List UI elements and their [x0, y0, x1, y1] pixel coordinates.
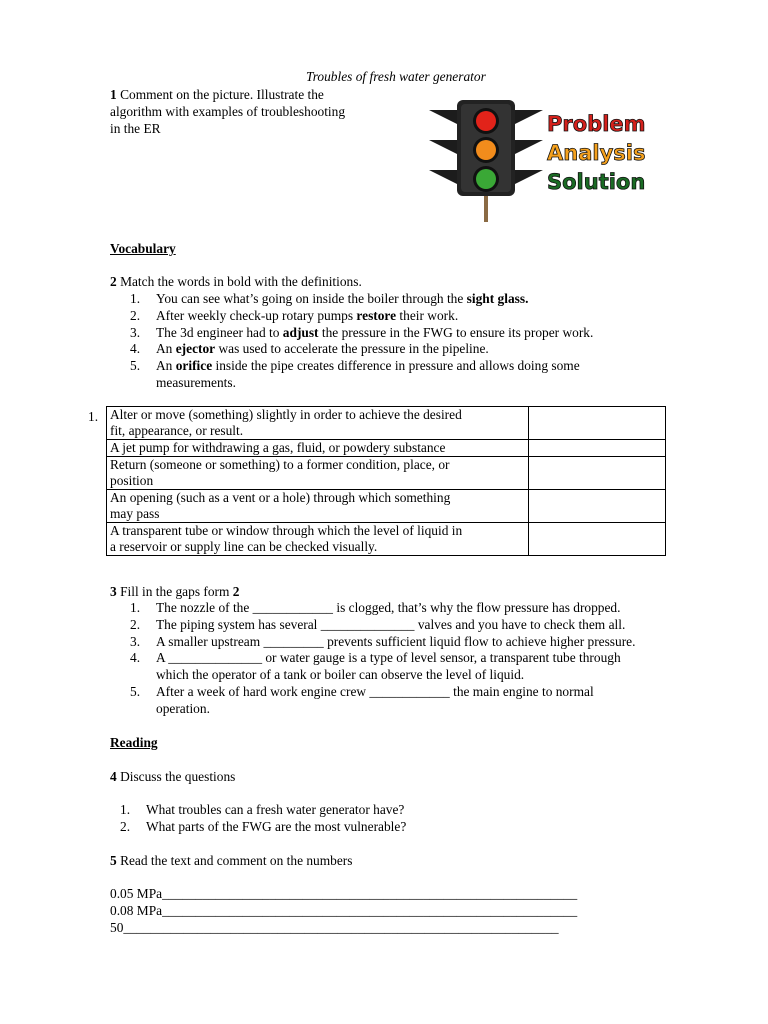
task2-item — [130, 341, 593, 358]
task3-item — [130, 600, 635, 617]
task3-instruction — [110, 584, 239, 600]
item-number: 5. — [130, 358, 141, 374]
definition-line: a reservoir or supply line can be checked visually. — [110, 539, 378, 554]
table-row — [107, 490, 666, 523]
definition-line: may pass — [110, 506, 160, 521]
logo-word-problem: Problem — [547, 112, 646, 136]
item-text: An — [156, 341, 176, 357]
green-light — [476, 169, 496, 189]
task5-answer-line-1[interactable]: 0.05 MPa______________________________________________________________ — [110, 886, 578, 901]
item-number: 4. — [130, 650, 141, 666]
task3-item — [130, 684, 635, 718]
item-number: 3. — [130, 324, 141, 340]
definition-line: Alter or move (something) slightly in order to achieve the desired — [110, 407, 462, 422]
task4-list — [120, 802, 406, 836]
task2-item — [130, 291, 593, 308]
task3-item — [130, 634, 635, 651]
document-title: Troubles of fresh water generator — [306, 69, 486, 84]
task2-number: 2 — [110, 274, 117, 289]
table-row — [107, 523, 666, 556]
task4-number: 4 — [110, 769, 117, 784]
answer-cell[interactable] — [529, 523, 666, 556]
item-text: What troubles can a fresh water generator have? — [146, 802, 405, 817]
item-number: 1. — [130, 291, 141, 306]
bold-term: sight glass. — [466, 291, 529, 306]
item-text: After a week of hard work engine crew ____________ the main engine to normal — [156, 683, 594, 699]
item-number: 1. — [120, 802, 131, 817]
definition-line: Return (someone or something) to a former condition, place, or — [110, 457, 450, 472]
task3-item — [130, 617, 635, 634]
item-text: What parts of the FWG are the most vulnerable? — [146, 818, 407, 834]
item-number: 2. — [130, 307, 141, 323]
definition-line: An opening (such as a vent or a hole) through which something — [110, 490, 451, 505]
table-row — [107, 457, 666, 490]
reading-heading: Reading — [110, 735, 158, 750]
item-text: their work. — [396, 307, 459, 323]
task3-ref: 2 — [232, 584, 240, 599]
bold-term: restore — [356, 307, 397, 323]
task5-instruction — [110, 853, 352, 869]
task3-item — [130, 650, 635, 684]
item-text: was used to accelerate the pressure in the pipeline. — [215, 341, 489, 357]
task1-number: 1 — [110, 87, 117, 102]
item-text: the pressure in the FWG to ensure its proper work. — [318, 324, 594, 340]
task4-item — [120, 819, 406, 836]
definition-cell — [107, 523, 529, 556]
task2-instruction — [110, 274, 362, 290]
task1-line1 — [110, 87, 324, 103]
red-light — [476, 111, 496, 131]
task5-text: Read the text and comment on the numbers — [120, 853, 353, 868]
bold-term: adjust — [282, 324, 319, 340]
task2-item — [130, 358, 593, 375]
orange-light — [476, 140, 496, 160]
logo-word-solution: Solution — [547, 170, 646, 194]
definition-line: position — [110, 473, 154, 488]
bold-term: orifice — [175, 358, 213, 374]
task5-answer-line-2[interactable]: 0.08 MPa______________________________________________________________ — [110, 903, 578, 918]
task5-answer-line-3[interactable]: 50_________________________________________________________________ — [110, 920, 559, 935]
vocabulary-heading: Vocabulary — [110, 241, 176, 256]
item-text: inside the pipe creates difference in pressure and allows doing some — [212, 358, 580, 374]
item-text: operation. — [156, 700, 210, 716]
item-text: The 3d engineer had to — [156, 324, 283, 340]
item-number: 2. — [120, 818, 131, 834]
item-text: The nozzle of the ____________ is clogged, that’s why the flow pressure has dropped. — [156, 600, 621, 615]
answer-cell[interactable] — [529, 457, 666, 490]
task5-number: 5 — [110, 853, 117, 868]
item-text: measurements. — [156, 374, 236, 390]
answer-cell[interactable] — [529, 490, 666, 523]
task4-instruction — [110, 769, 235, 785]
definition-cell — [107, 440, 529, 457]
table-row — [107, 407, 666, 440]
task4-text: Discuss the questions — [120, 769, 236, 784]
item-text: which the operator of a tank or boiler can observe the level of liquid. — [156, 667, 525, 683]
task4-item — [120, 802, 406, 819]
item-text: An — [156, 358, 176, 374]
item-number: 2. — [130, 616, 141, 632]
bold-term: ejector — [175, 341, 216, 357]
task1-text-1: Comment on the picture. Illustrate the — [120, 87, 324, 102]
task3-text: Fill in the gaps form — [120, 584, 233, 599]
task3-number: 3 — [110, 584, 117, 599]
item-text: A smaller upstream _________ prevents sufficient liquid flow to achieve higher pressure. — [156, 633, 636, 649]
table-number: 1. — [88, 409, 99, 424]
item-number: 1. — [130, 600, 141, 615]
task2-item — [130, 325, 593, 342]
task2-item-continuation — [130, 375, 593, 392]
answer-cell[interactable] — [529, 407, 666, 440]
task1-line3: in the ER — [110, 121, 161, 136]
task2-list — [130, 291, 593, 392]
problem-analysis-solution-logo — [413, 96, 713, 224]
task2-text: Match the words in bold with the definitions. — [120, 274, 362, 289]
traffic-light-icon — [413, 96, 713, 224]
task1-line2: algorithm with examples of troubleshooting — [110, 104, 346, 119]
logo-word-analysis: Analysis — [547, 141, 646, 165]
task3-list — [130, 600, 635, 718]
definition-cell — [107, 407, 529, 440]
item-text: The piping system has several ______________ valves and you have to check them all. — [156, 616, 626, 632]
item-text: You can see what’s going on inside the boiler through the — [156, 291, 467, 306]
item-number: 4. — [130, 341, 141, 357]
task2-item — [130, 308, 593, 325]
definition-line: A transparent tube or window through which the level of liquid in — [110, 523, 463, 538]
item-text: After weekly check-up rotary pumps — [156, 307, 357, 323]
table-row — [107, 440, 666, 457]
item-number: 5. — [130, 683, 141, 699]
item-number: 3. — [130, 633, 141, 649]
item-text: A ______________ or water gauge is a type of level sensor, a transparent tube through — [156, 650, 621, 666]
answer-cell[interactable] — [529, 440, 666, 457]
definition-cell — [107, 457, 529, 490]
definition-line: fit, appearance, or result. — [110, 423, 244, 438]
definitions-table — [106, 406, 666, 556]
definition-line: A jet pump for withdrawing a gas, fluid, or powdery substance — [110, 440, 446, 455]
definition-cell — [107, 490, 529, 523]
